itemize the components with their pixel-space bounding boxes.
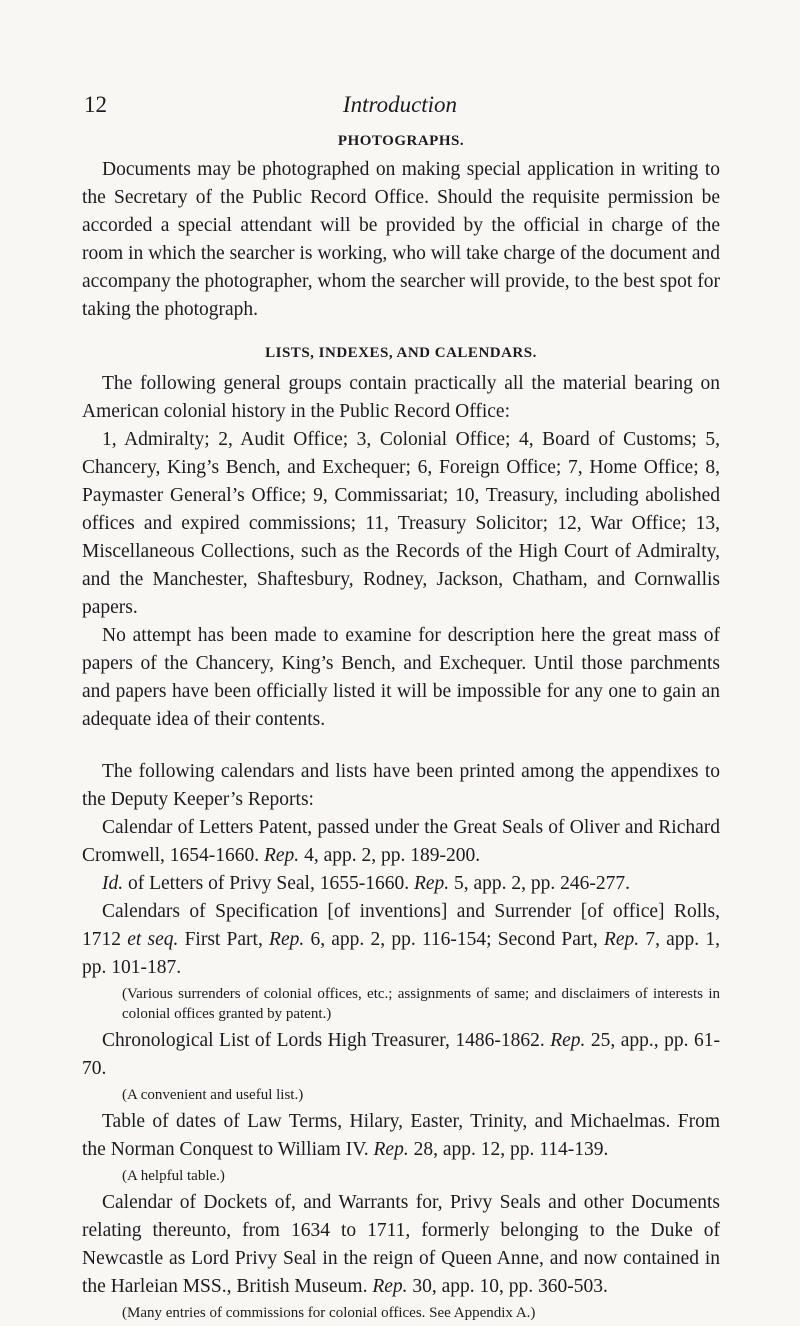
entry-text: Chronological List of Lords High Treasurer, 1486-1862.	[102, 1030, 545, 1051]
entry-text: Table of dates of Law Terms, Hilary, Easter, Trinity, and Michaelmas. From the Norman Conquest to William IV.	[82, 1111, 720, 1160]
running-title: Introduction	[342, 92, 458, 117]
calendar-entry-letters-patent	[82, 814, 720, 870]
section-heading-photographs: PHOTOGRAPHS.	[337, 133, 465, 149]
paragraph-groups-list: 1, Admiralty; 2, Audit Office; 3, Colonial Office; 4, Board of Customs; 5, Chancery, King’s Bench, and Exchequer; 6, Foreign Office; 7, Home Office; 8, Paymaster General’s Office; 9, Commissariat; 10, Treasury, including abolished offices and expired commissions; 11, Treasury Solicitor; 12, War Office; 13, Miscellaneous Collections, such as the Records of the High Court of Admiralty, and the Manchester, Shaftesbury, Rodney, Jackson, Chatham, and Cornwallis papers.	[82, 429, 720, 618]
calendar-entry-privy-seal	[82, 870, 720, 898]
entry-note-specification: (Various surrenders of colonial offices, etc.; assignments of same; and disclaimers of interests in colonial offices granted by patent.)	[122, 986, 720, 1022]
entry-reference: 25, app., pp. 61-70.	[82, 1030, 721, 1079]
calendar-entry-dockets	[82, 1189, 720, 1301]
entry-text: of Letters of Privy Seal, 1655-1660.	[128, 873, 410, 894]
paragraph-calendars-intro: The following calendars and lists have been printed among the appendixes to the Deputy Keeper’s Reports:	[82, 761, 720, 810]
entry-reference: 4, app. 2, pp. 189-200.	[304, 845, 481, 866]
calendar-entry-lords-treasurer	[82, 1027, 720, 1083]
section-heading-lists: LISTS, INDEXES, AND CALENDARS.	[265, 345, 537, 361]
entry-reference: 5, app. 2, pp. 246-277.	[454, 873, 631, 894]
entry-text: Calendar of Dockets of, and Warrants for, Privy Seals and other Documents relating thereunto, from 1634 to 1711, formerly belonging to the Duke of Newcastle as Lord Privy Seal in the reign of Queen Anne, and now contained in the Harleian MSS., British Museum.	[82, 1192, 720, 1297]
paragraph-groups-intro: The following general groups contain practically all the material bearing on American colonial history in the Public Record Office:	[82, 373, 720, 422]
entry-rep: Rep.	[413, 873, 450, 894]
entry-rep: Rep.	[373, 1139, 409, 1160]
page-number: 12	[84, 92, 107, 117]
entry-reference: 7, app. 1, pp. 101-187.	[82, 929, 720, 978]
entry-text: Calendars of Specification [of inventions] and Surrender [of office] Rolls, 1712	[82, 901, 720, 950]
entry-note-lords-treasurer: (A convenient and useful list.)	[122, 1087, 304, 1103]
calendar-entry-law-terms	[82, 1108, 720, 1164]
entry-note-law-terms: (A helpful table.)	[122, 1168, 225, 1184]
entry-reference: 30, app. 10, pp. 360-503.	[412, 1276, 608, 1297]
entry-rep: Rep.	[372, 1276, 408, 1297]
entry-reference: 28, app. 12, pp. 114-139.	[413, 1139, 609, 1160]
paragraph-chancery: No attempt has been made to examine for description here the great mass of papers of the Chancery, King’s Bench, and Exchequer. Until those parchments and papers have been officially listed it will be impossible for any one to gain an adequate idea of their contents.	[82, 625, 720, 730]
entry-reference: 6, app. 2, pp. 116-154; Second Part,	[310, 929, 598, 950]
entry-rep: Rep.	[603, 929, 640, 950]
running-header	[84, 92, 716, 122]
entry-id: Id.	[102, 873, 124, 894]
entry-rep: Rep.	[269, 929, 305, 950]
entry-rep: Rep.	[263, 845, 300, 866]
entry-et-seq: et seq.	[127, 929, 179, 950]
page-body	[82, 130, 720, 1326]
calendar-entry-specification	[82, 898, 720, 982]
entry-text-part: First Part,	[184, 929, 263, 950]
paragraph-photographs: Documents may be photographed on making special application in writing to the Secretary of the Public Record Office. Should the requisite permission be accorded a special attendant will be provided by the official in charge of the room in which the searcher is working, who will take charge of the document and accompany the photographer, whom the searcher will provide, to the best spot for taking the photograph.	[82, 159, 720, 320]
entry-text: Calendar of Letters Patent, passed under the Great Seals of Oliver and Richard Cromwell, 1654-1660.	[82, 817, 720, 866]
entry-rep: Rep.	[550, 1030, 586, 1051]
entry-note-dockets: (Many entries of commissions for colonial offices. See Appendix A.)	[122, 1305, 536, 1321]
